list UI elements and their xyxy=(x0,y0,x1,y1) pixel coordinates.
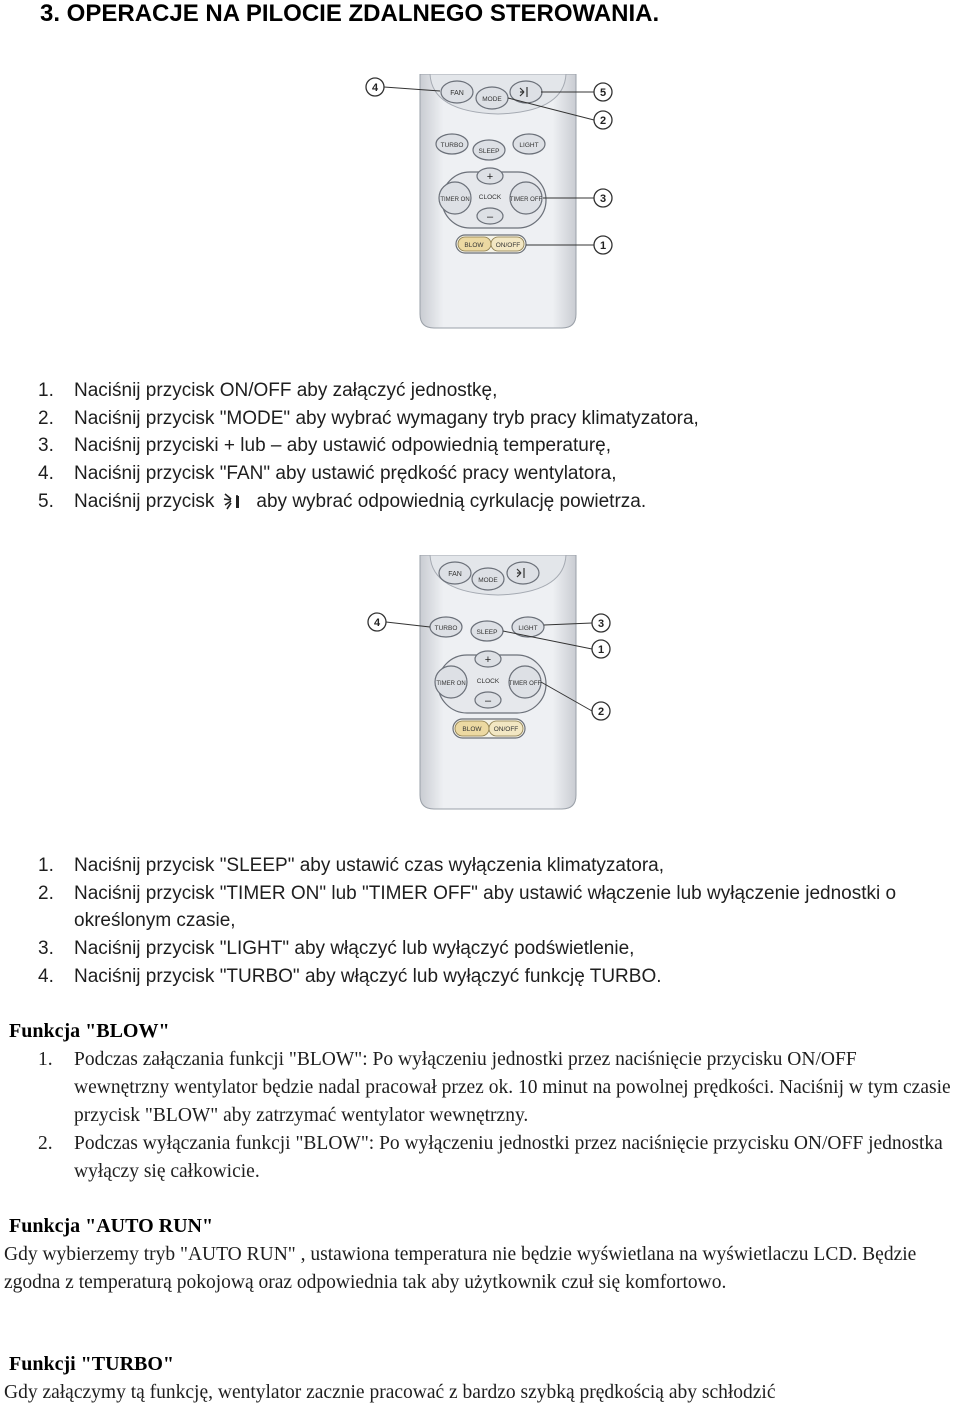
swing-button[interactable] xyxy=(507,562,539,584)
turbo-button-label: TURBO xyxy=(434,625,458,632)
minus-button-label: – xyxy=(484,695,492,707)
turbo-button-label: TURBO xyxy=(440,142,464,149)
sleep-button[interactable] xyxy=(473,140,505,160)
blow-function-list xyxy=(38,1046,953,1186)
callout-2-label: 2 xyxy=(599,115,607,127)
remote-control-figure-1 xyxy=(360,74,620,330)
sleep-button-label: SLEEP xyxy=(478,148,500,155)
list-item: 4. Naciśnij przycisk "FAN" aby ustawić prędkość pracy wentylatora, xyxy=(38,463,617,485)
list-item: 4. Naciśnij przycisk "TURBO" aby włączyć lub wyłączyć funkcję TURBO. xyxy=(38,965,662,987)
fan-button-label: FAN xyxy=(448,571,462,578)
turbo-heading: Funkcji "TURBO" xyxy=(9,1353,175,1375)
onoff-button-label: ON/OFF xyxy=(493,726,519,733)
basic-operations-list xyxy=(38,377,938,516)
callout-3-label: 3 xyxy=(599,193,607,205)
turbo-button[interactable] xyxy=(436,134,468,154)
blow-button-label: BLOW xyxy=(462,726,482,733)
list-item: 2. Naciśnij przycisk "TIMER ON" lub "TIMER OFF" aby ustawić włączenie lub wyłączenie jednostki o określonym czasie, xyxy=(38,882,897,932)
fan-button[interactable] xyxy=(439,562,471,584)
callout-3-label: 3 xyxy=(597,618,605,630)
light-button-label: LIGHT xyxy=(518,625,538,632)
callout-4-label: 4 xyxy=(371,82,379,94)
mode-button-label: MODE xyxy=(478,577,498,584)
callout-1-label: 1 xyxy=(597,644,605,656)
onoff-button-label: ON/OFF xyxy=(495,242,521,249)
timer-on-button[interactable] xyxy=(435,666,467,698)
plus-button-label: + xyxy=(486,171,494,183)
timer-off-button[interactable] xyxy=(510,182,543,214)
mode-button[interactable] xyxy=(476,87,508,109)
fan-button[interactable] xyxy=(441,81,473,103)
turbo-button[interactable] xyxy=(430,617,462,637)
timer-off-button[interactable] xyxy=(509,666,542,698)
plus-button-label: + xyxy=(484,654,492,666)
timer-on-label: TIMER ON xyxy=(440,197,470,203)
list-item: 3. Naciśnij przycisk "LIGHT" aby włączyć lub wyłączyć podświetlenie, xyxy=(38,938,635,960)
auto-run-paragraph: Gdy wybierzemy tryb "AUTO RUN" , ustawiona temperatura nie będzie wyświetlana na wyświetlaczu LCD. Będzie zgodna z temperaturą pokojową oraz odpowiednia tak aby użytkownik czuł się komfortowo. xyxy=(4,1244,917,1293)
mode-button[interactable] xyxy=(472,568,504,590)
timer-off-label: TIMER OFF xyxy=(508,681,542,687)
sleep-button-label: SLEEP xyxy=(476,629,498,636)
callout-2-label: 2 xyxy=(597,706,605,718)
clock-label: CLOCK xyxy=(478,194,502,201)
timer-functions-list xyxy=(38,852,948,991)
page-title: 3. OPERACJE NA PILOCIE ZDALNEGO STEROWANIA. xyxy=(40,0,660,27)
fan-button-label: FAN xyxy=(450,90,464,97)
timer-on-label: TIMER ON xyxy=(436,681,466,687)
minus-button-label: – xyxy=(486,211,494,223)
blow-button-label: BLOW xyxy=(464,242,484,249)
list-item: 2. Podczas wyłączania funkcji "BLOW": Po wyłączeniu jednostki przez naciśnięcie przycisku ON/OFF jednostka wyłączy się całkowicie. xyxy=(38,1133,943,1182)
list-item: 1. Podczas załączania funkcji "BLOW": Po wyłączeniu jednostki przez naciśnięcie przycisku ON/OFF wewnętrzny wentylator będzie nadal pracował przez ok. 10 minut na powolnej prędkości. Naciśnij w tym czasie przycisk "BLOW" aby zatrzymać wentylator wewnętrzny. xyxy=(38,1049,951,1126)
sleep-button[interactable] xyxy=(471,621,503,641)
callout-5-label: 5 xyxy=(599,87,607,99)
callout-1-label: 1 xyxy=(599,240,607,252)
remote-control-figure-2 xyxy=(360,555,620,811)
turbo-paragraph: Gdy załączymy tą funkcję, wentylator zacznie pracować z bardzo szybką prędkością aby schłodzić xyxy=(4,1382,776,1403)
callout-4-label: 4 xyxy=(373,617,381,629)
list-item: 1. Naciśnij przycisk "SLEEP" aby ustawić czas wyłączenia klimatyzatora, xyxy=(38,855,665,876)
light-button[interactable] xyxy=(513,134,545,154)
blow-heading: Funkcja "BLOW" xyxy=(9,1020,170,1042)
light-button-label: LIGHT xyxy=(519,142,539,149)
auto-run-heading: Funkcja "AUTO RUN" xyxy=(9,1215,214,1237)
list-item: 1. Naciśnij przycisk ON/OFF aby załączyć jednostkę, xyxy=(38,380,498,401)
blow-onoff-bar xyxy=(453,719,525,738)
list-item: 2. Naciśnij przycisk "MODE" aby wybrać wymagany tryb pracy klimatyzatora, xyxy=(38,407,699,429)
timer-on-button[interactable] xyxy=(439,182,471,214)
mode-button-label: MODE xyxy=(482,96,502,103)
list-item: 5. Naciśnij przycisk aby wybrać odpowiednią cyrkulację powietrza. xyxy=(38,488,938,516)
timer-off-label: TIMER OFF xyxy=(509,197,543,203)
blow-onoff-bar xyxy=(456,235,526,253)
clock-label: CLOCK xyxy=(476,678,500,685)
swing-icon xyxy=(222,488,246,512)
list-item: 3. Naciśnij przyciski + lub – aby ustawić odpowiednią temperaturę, xyxy=(38,435,612,457)
